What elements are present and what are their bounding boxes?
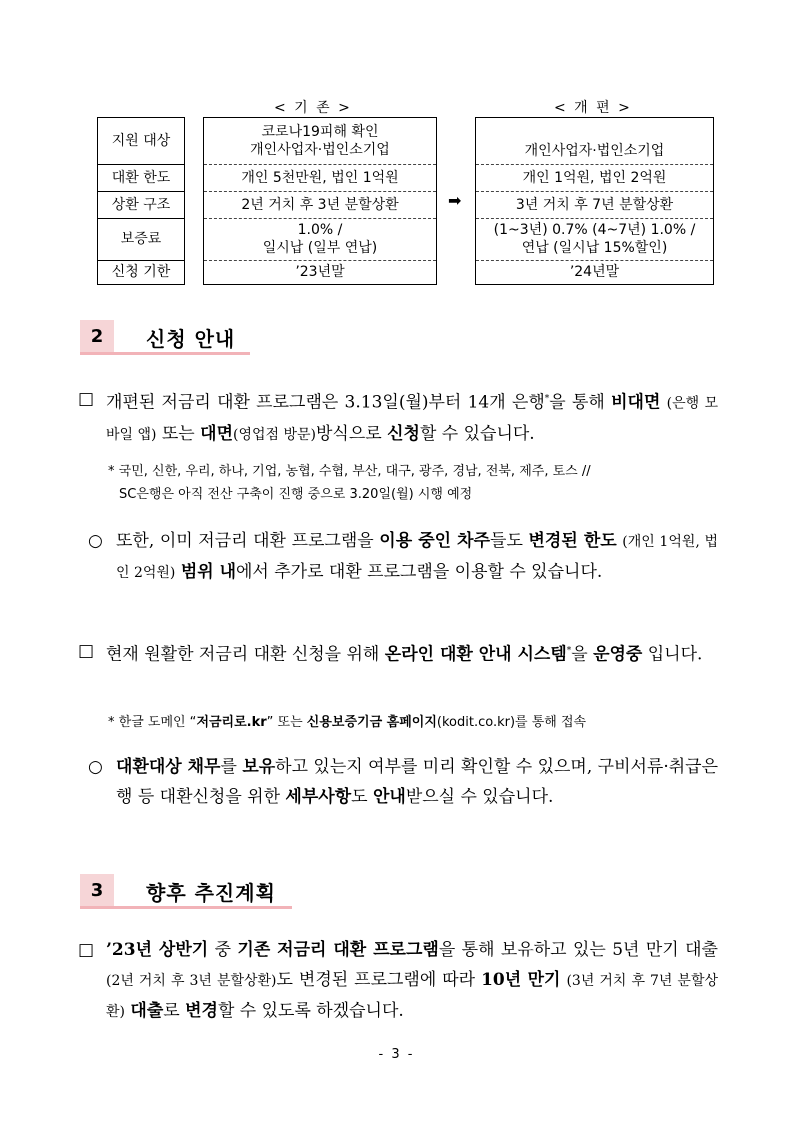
footnote-mark: *: [566, 646, 572, 656]
text: 중: [208, 940, 238, 960]
after-limit: 개인 1억원, 법인 2억원: [522, 169, 667, 186]
emphasis: 보유: [242, 757, 276, 777]
note: (3년 거치 후 7년 분할상환): [106, 973, 719, 1020]
divider: [98, 218, 184, 219]
note: (2년 거치 후 3년 분할상환): [106, 973, 277, 989]
page-number: - 3 -: [378, 1047, 415, 1062]
emphasis: 안내: [372, 787, 406, 807]
text: 을: [571, 644, 594, 665]
before-limit: 개인 5천만원, 법인 1억원: [241, 169, 399, 186]
paragraph-text: [106, 384, 718, 450]
emphasis: 기존 저금리 대환 프로그램: [237, 940, 439, 960]
divider: [204, 218, 436, 219]
emphasis: 운영중: [593, 644, 643, 665]
row-label-repayment: 상환 구조: [111, 196, 171, 213]
divider: [98, 191, 184, 192]
emphasis: 온라인 대환 안내 시스템: [384, 644, 567, 665]
section-title: 신청 안내: [146, 327, 236, 351]
text: 할 수 있습니다.: [419, 423, 535, 444]
text: 들도: [490, 531, 529, 551]
before-support-target-line2: 개인사업자·법인소기업: [250, 142, 390, 158]
emphasis: 변경: [185, 1001, 218, 1021]
emphasis: 신청: [387, 423, 420, 444]
label-column: [97, 117, 185, 285]
after-repayment: 3년 거치 후 7년 분할상환: [515, 196, 674, 213]
text: 하고 있는지 여부를 미리 확인할 수 있으며, 구비서류·취급은행 등 대환신청을 위한: [116, 757, 719, 807]
paragraph-text: [106, 636, 718, 670]
before-repayment: 2년 거치 후 3년 분할상환: [241, 196, 399, 213]
divider: [204, 191, 436, 192]
text: 받으실 수 있습니다.: [405, 787, 554, 807]
after-column: [475, 117, 714, 285]
paragraph-text: [116, 752, 718, 812]
text: 도: [351, 787, 373, 807]
after-fee-line2: 연납 (일시납 15%할인): [521, 240, 668, 256]
divider: [98, 164, 184, 165]
emphasis: 비대면: [611, 392, 661, 413]
before-fee-line2: 일시납 (일부 연납): [262, 240, 378, 256]
emphasis: 범위 내: [180, 562, 236, 582]
table-header-after: < 개 편 >: [554, 100, 632, 116]
text: 개편된 저금리 대환 프로그램은 3.13일(월)부터 14개 은행: [106, 392, 545, 413]
section-title: 향후 추진계획: [146, 881, 276, 905]
footnote-line: * 국민, 신한, 우리, 하나, 기업, 농협, 수협, 부산, 대구, 광주, 경남, 전북, 제주, 토스 //: [108, 464, 591, 479]
text: 를: [220, 757, 243, 777]
paragraph-text: [116, 526, 718, 588]
section-number: 2: [80, 320, 114, 352]
square-bullet-icon: □: [78, 940, 95, 960]
emphasis: 이용 중인 차주: [379, 531, 491, 551]
section-2-heading: [80, 320, 250, 352]
footnote-line: SC은행은 아직 전산 구축이 진행 중으로 3.20일(월) 시행 예정: [119, 487, 473, 502]
text: 현재 원활한 저금리 대환 신청을 위해: [106, 644, 385, 665]
note: (영업점 방문): [233, 426, 316, 443]
before-deadline: ’23년말: [295, 264, 345, 280]
text: 입니다.: [642, 644, 703, 665]
text: 로: [163, 1001, 186, 1021]
after-deadline: ’24년말: [569, 264, 620, 280]
table-header-before: < 기 존 >: [274, 100, 352, 116]
before-support-target-line1: 코로나19피해 확인: [261, 124, 379, 140]
before-support-target: [204, 118, 436, 164]
circle-bullet-icon: ○: [88, 531, 103, 551]
before-fee: [204, 218, 436, 260]
emphasis: ’23년 상반기: [106, 940, 209, 960]
before-fee-line1: 1.0% /: [297, 222, 343, 238]
text: (kodit.co.kr)를 통해 접속: [436, 715, 587, 730]
after-fee: [476, 218, 713, 260]
row-label-limit: 대환 한도: [111, 169, 171, 186]
divider: [476, 191, 713, 192]
emphasis: 신용보증기금 홈페이지: [306, 715, 437, 730]
section-3-heading: [80, 874, 292, 906]
emphasis: 대면: [200, 423, 233, 444]
text: 할 수 있도록 하겠습니다.: [217, 1001, 404, 1021]
text: 을 통해 보유하고 있는 5년 만기 대출: [438, 940, 718, 960]
emphasis: 저금리로.kr: [196, 715, 267, 730]
divider: [204, 164, 436, 165]
text: * 한글 도메인 “: [108, 715, 197, 730]
footnote-mark: *: [544, 394, 550, 404]
square-bullet-icon: □: [78, 641, 95, 661]
row-label-deadline: 신청 기한: [111, 264, 171, 280]
divider: [204, 260, 436, 261]
before-column: [203, 117, 437, 285]
text: 도 변경된 프로그램에 따라: [276, 970, 482, 990]
text: 을 통해: [549, 392, 612, 413]
divider: [476, 218, 713, 219]
divider: [476, 164, 713, 165]
emphasis: 대출: [130, 1001, 164, 1021]
section-underline: [80, 906, 292, 909]
after-fee-line1: (1~3년) 0.7% (4~7년) 1.0% /: [493, 222, 696, 238]
text: 또한, 이미 저금리 대환 프로그램을: [116, 531, 380, 551]
emphasis: 세부사항: [285, 787, 352, 807]
text: ” 또는: [266, 715, 307, 730]
emphasis: 대환대상 채무: [116, 757, 221, 777]
square-bullet-icon: □: [78, 389, 95, 409]
arrow-right-icon: ➡: [448, 191, 462, 210]
text: 또는: [156, 423, 201, 444]
footnote-domain: [108, 711, 723, 734]
text: 방식으로: [316, 423, 388, 444]
section-underline: [80, 352, 250, 355]
divider: [98, 260, 184, 261]
after-support-target: 개인사업자·법인소기업: [524, 143, 665, 159]
emphasis: 변경된 한도: [528, 531, 617, 551]
circle-bullet-icon: ○: [88, 757, 103, 777]
row-label-fee: 보증료: [120, 231, 162, 247]
row-label-support-target: 지원 대상: [111, 133, 171, 149]
text: 에서 추가로 대환 프로그램을 이용할 수 있습니다.: [236, 562, 603, 582]
footnote-banks: [108, 460, 723, 506]
divider: [476, 260, 713, 261]
section-number: 3: [80, 874, 114, 906]
emphasis: 10년 만기: [481, 970, 561, 990]
note: (은행 모바일 앱): [106, 395, 719, 443]
note: (개인 1억원, 법인 2억원): [116, 534, 718, 581]
paragraph-text: [106, 935, 718, 1027]
